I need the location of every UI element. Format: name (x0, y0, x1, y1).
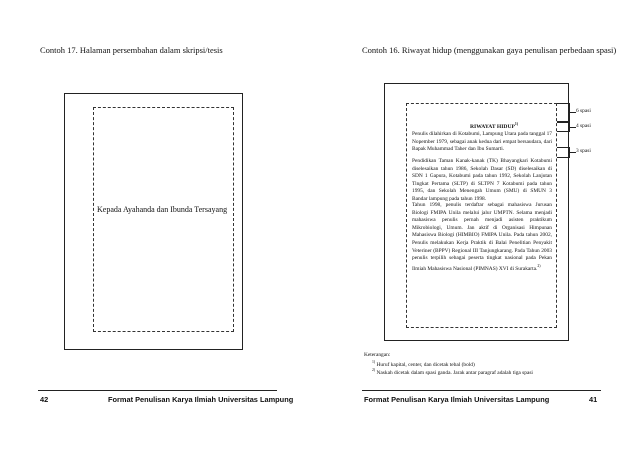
left-page-number: 42 (40, 395, 49, 404)
bio-paragraph-1: Penulis dilahirkan di Kotabumi, Lampung Utara pada tanggal 17 Nopember 1979, sebagai anak kedua dari empat bersaudara, dari Bapak Muhammad Taher dan Ibu Sumarti. (412, 131, 552, 153)
bio-paragraph-3-text: Tahun 1998, penulis terdaftar sebagai mahasiswa Jurusan Biologi FMIPA Unila melalui jalur UMPTN. Selama menjadi mahasiswa penulis pernah menjadi asisten praktikum Mikrobiologi, Umum. Jan aktif di Organisasi Himpunan Mahasiswa Biologi (HIMBIO) FMIPA Unila. Pada tahun 2002, Penulis melakukan Kerja Praktik di Balai Penelitian Penyakit Veteriner (BPPV) Regional III Tanjungkarang. Pada Tahun 2003 penulis terpilih sebagai peserta tingkat nasional pada Pekan Ilmiah Mahasiswa Nasional (PIMNAS) XVI di Surakarta. (412, 202, 552, 272)
notes-title: Keterangan: (364, 352, 391, 358)
paragraph-footnote-marker: 2) (537, 263, 541, 268)
spacing-bracket-3 (557, 147, 570, 158)
dedication-text: Kepada Ayahanda dan Ibunda Tersayang (97, 205, 228, 214)
note-1 (372, 360, 475, 368)
left-footer-title: Format Penulisan Karya Ilmiah Universitas Lampung (108, 395, 294, 404)
right-caption: Contoh 16. Riwayat hidup (menggunakan gaya penulisan perbedaan spasi) (362, 45, 617, 55)
biography-heading (470, 122, 518, 130)
right-footer-rule (362, 390, 601, 391)
note-2 (372, 368, 533, 376)
left-margin-guide (93, 107, 234, 332)
note-2-text: Naskah dicetak dalam spasi ganda. Jarak antar paragraf adalah tiga spasi (375, 369, 533, 376)
right-page-number: 41 (589, 395, 598, 404)
spacing-label-4: 4 spasi (576, 123, 591, 129)
spacing-label-3: 3 spasi (576, 148, 591, 154)
note-2-marker: 2) (372, 368, 376, 372)
note-1-marker: 1) (372, 360, 376, 364)
bio-paragraph-3 (412, 202, 552, 273)
spacing-bracket-6 (557, 103, 570, 122)
biography-heading-text: RIWAYAT HIDUP (470, 123, 515, 130)
note-1-text: Huruf kapital, center, dan dicetak tebal (bold) (375, 361, 475, 368)
spacing-bracket-4 (557, 122, 570, 132)
left-caption: Contoh 17. Halaman persembahan dalam skripsi/tesis (40, 45, 223, 55)
left-footer-rule (38, 390, 277, 391)
spacing-label-6: 6 spasi (576, 108, 591, 114)
right-footer-title: Format Penulisan Karya Ilmiah Universitas Lampung (364, 395, 550, 404)
heading-footnote-marker: 1) (514, 122, 519, 126)
bio-paragraph-2: Pendidikan Taman Kanak-kanak (TK) Bhayangkari Kotabumi diselesaikan tahun 1986, Sekolah Dasar (SD) diselesaikan di SDN 1 Gapura, Kotabumi pada tahun 1992, Sekolah Lanjutan Tingkat Pertama (SLTP) di SLTPN 7 Kotabumi pada tahun 1995, dan Sekolah Menengah Umum (SMU) di SMUN 3 Bandar lampung pada tahun 1998. (412, 158, 552, 202)
